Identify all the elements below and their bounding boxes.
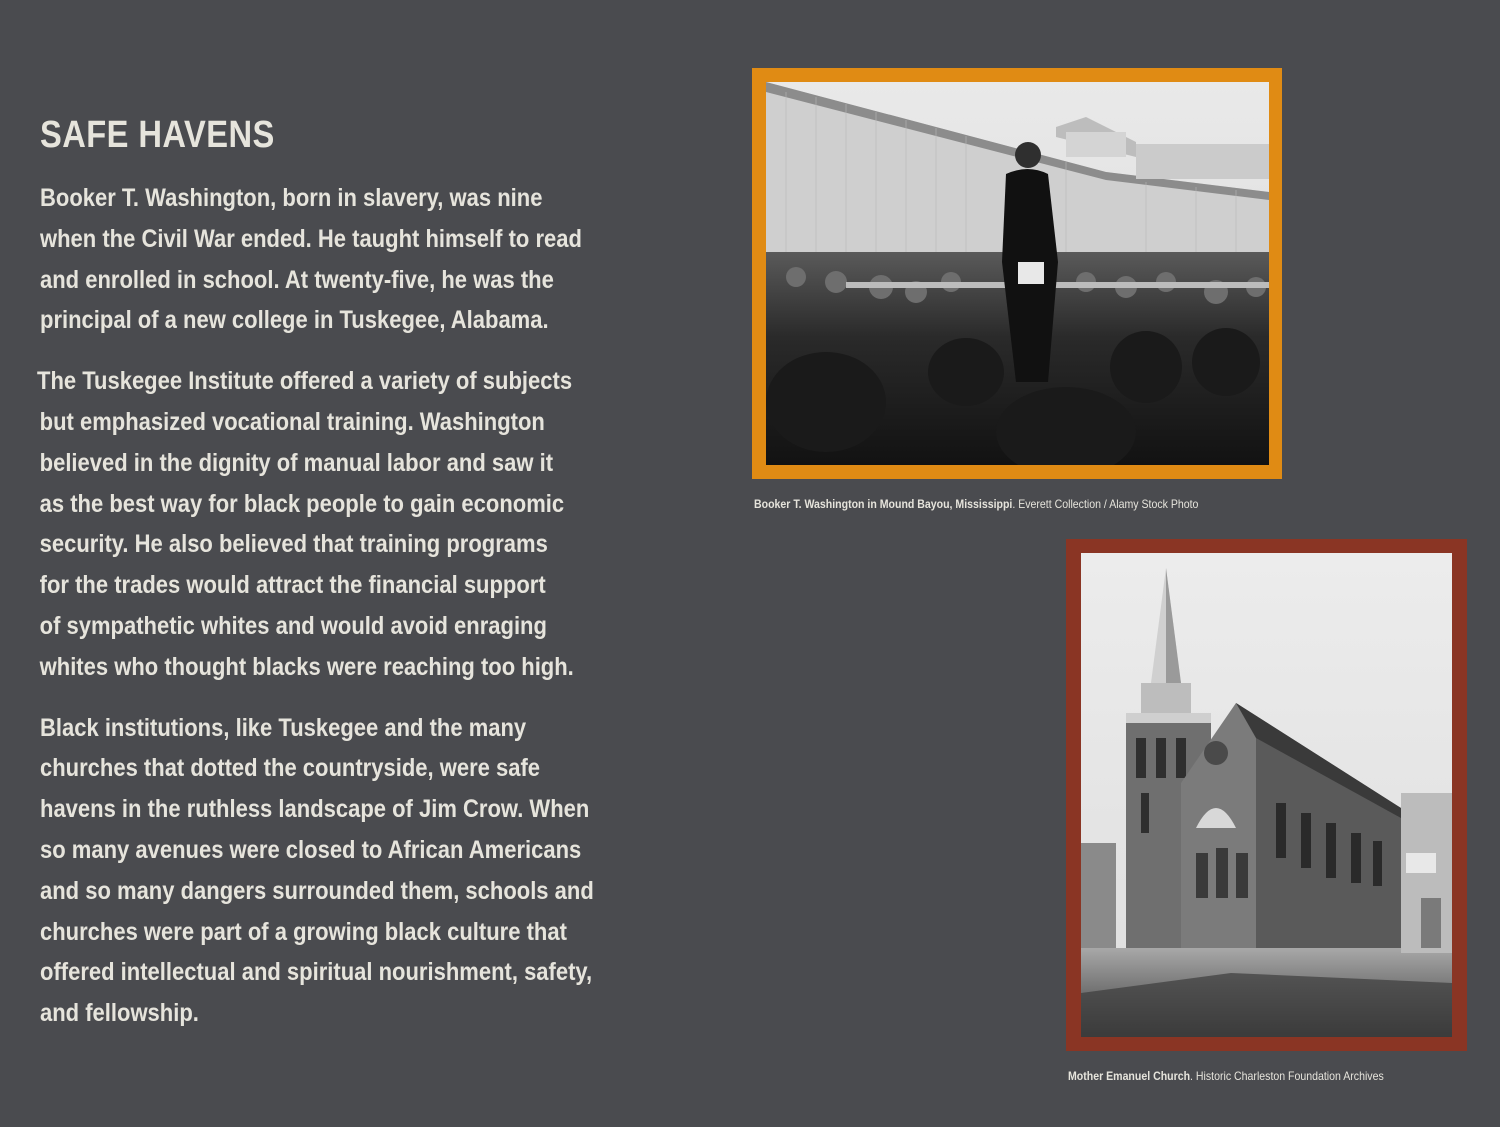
text-line: security. He also believed that training programs xyxy=(39,530,548,559)
text-line: but emphasized vocational training. Washington xyxy=(39,407,545,436)
text-line: churches that dotted the countryside, were safe xyxy=(40,754,541,783)
photo-mother-emanuel-church xyxy=(1081,553,1452,1037)
caption-credit: Everett Collection / Alamy Stock Photo xyxy=(1018,497,1199,511)
text-line: offered intellectual and spiritual nourishment, safety, xyxy=(40,958,593,987)
caption-title: Booker T. Washington in Mound Bayou, Mississippi xyxy=(754,497,1013,511)
text-line: so many avenues were closed to African Americans xyxy=(40,835,582,864)
text-line: and enrolled in school. At twenty-five, he was the xyxy=(40,265,554,294)
article-text xyxy=(37,110,670,1054)
photo-church-image xyxy=(1081,553,1452,1037)
paragraph-2 xyxy=(37,361,667,687)
photo-frame-washington xyxy=(752,68,1282,479)
paragraph-3 xyxy=(40,708,670,1034)
paragraph-1 xyxy=(40,178,670,341)
photo-washington-speaking xyxy=(766,82,1269,465)
photo-frame-church xyxy=(1066,539,1467,1051)
text-line: for the trades would attract the financial support xyxy=(39,571,546,600)
text-line: of sympathetic whites and would avoid enraging xyxy=(39,611,547,640)
text-line: principal of a new college in Tuskegee, Alabama. xyxy=(40,306,549,335)
text-line: and so many dangers surrounded them, schools and xyxy=(40,876,594,905)
caption-credit: Historic Charleston Foundation Archives xyxy=(1195,1069,1384,1083)
photo-washington-image xyxy=(766,82,1269,465)
caption-title: Mother Emanuel Church xyxy=(1068,1069,1191,1083)
caption-separator: . xyxy=(1190,1069,1196,1083)
photo-caption-washington xyxy=(754,497,1198,511)
text-line: as the best way for black people to gain economic xyxy=(39,489,565,518)
text-line: believed in the dignity of manual labor and saw it xyxy=(39,448,554,477)
text-line: The Tuskegee Institute offered a variety of subjects xyxy=(37,367,573,396)
text-line: whites who thought blacks were reaching too high. xyxy=(39,652,574,681)
text-line: havens in the ruthless landscape of Jim Crow. When xyxy=(40,795,590,824)
caption-separator: . xyxy=(1012,497,1019,511)
page-title: SAFE HAVENS xyxy=(40,114,275,156)
text-line: Booker T. Washington, born in slavery, was nine xyxy=(40,184,543,212)
text-line: and fellowship. xyxy=(40,999,199,1028)
photo-caption-church xyxy=(1068,1069,1384,1083)
text-line: when the Civil War ended. He taught himself to read xyxy=(40,224,582,253)
text-line: Black institutions, like Tuskegee and the many xyxy=(40,713,527,742)
text-line: churches were part of a growing black culture that xyxy=(40,917,567,946)
